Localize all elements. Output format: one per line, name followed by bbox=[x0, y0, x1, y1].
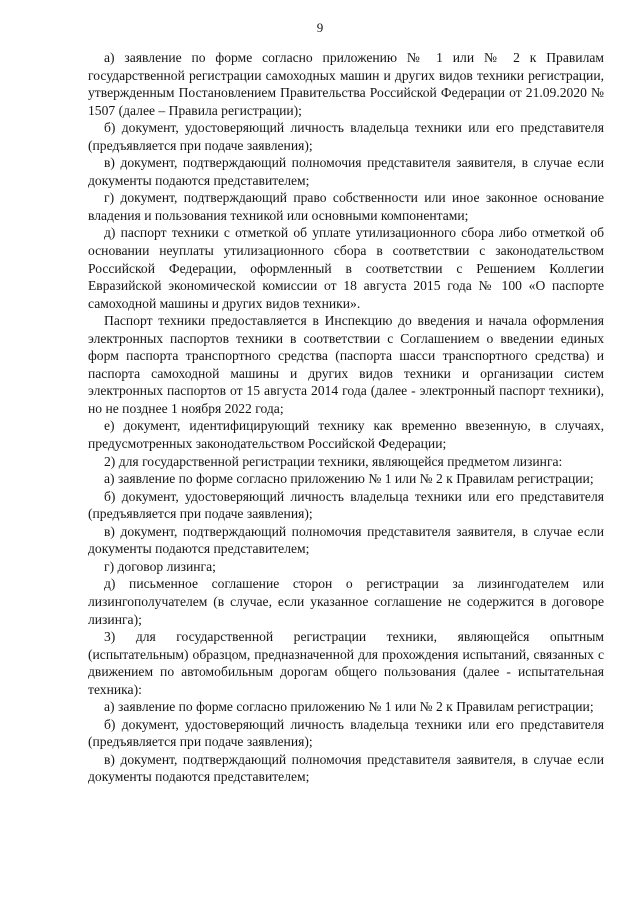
paragraph-2a-application-form: а) заявление по форме согласно приложению № 1 или № 2 к Правилам регистрации; bbox=[104, 471, 594, 487]
paragraph-1g-ownership-document: г) документ, подтверждающий право собственности или иное законное основание владения и пользования техникой или основными компонентами; bbox=[88, 190, 604, 223]
paragraph-2d-parties-agreement: д) письменное соглашение сторон о регистрации за лизингодателем или лизингополучателем (в случае, если указанное соглашение не содержится в договоре лизинга); bbox=[88, 576, 604, 627]
paragraph-2-leasing-registration: 2) для государственной регистрации техники, являющейся предметом лизинга: bbox=[104, 453, 563, 469]
page-number: 9 bbox=[316, 20, 324, 35]
paragraph-1e-temporary-import-document: е) документ, идентифицирующий технику как временно ввезенную, в случаях, предусмотренных законодательством Российской Федерации; bbox=[88, 418, 604, 452]
paragraph-1d-machine-passport: д) паспорт техники с отметкой об уплате утилизационного сбора либо отметкой об основании неуплаты утилизационного сбора в соответствии с законодательством Российской Федерации, оформленный в соответствии с Решением Коллегии Евразийской экономической комиссии от 18 августа 2015 года № 100 «О паспорте самоходной машины и других видов техники». bbox=[88, 225, 604, 311]
paragraph-2g-leasing-contract: г) договор лизинга; bbox=[104, 558, 216, 574]
paragraph-1v-authority-document: в) документ, подтверждающий полномочия представителя заявителя, в случае если документы подаются представителем; bbox=[88, 155, 604, 188]
paragraph-3-test-machinery-registration: 3) для государственной регистрации техники, являющейся опытным (испытательным) образцом, предназначенной для прохождения испытаний, связанных с движением по автомобильным дорогам общего пользования (далее - испытательная техника): bbox=[88, 629, 604, 697]
document-body bbox=[88, 49, 604, 786]
paragraph-1a-application-form: а) заявление по форме согласно приложению № 1 или № 2 к Правилам государственной регистрации самоходных машин и других видов техники регистрации, утвержденным Постановлением Правительства Российской Федерации от 21.09.2020 № 1507 (далее – Правила регистрации); bbox=[88, 50, 604, 118]
paragraph-3v-authority-document: в) документ, подтверждающий полномочия представителя заявителя, в случае если документы подаются представителем; bbox=[88, 751, 604, 785]
paragraph-2b-identity-document: б) документ, удостоверяющий личность владельца техники или его представителя (предъявляется при подаче заявления); bbox=[88, 488, 604, 522]
paragraph-2v-authority-document: в) документ, подтверждающий полномочия представителя заявителя, в случае если документы подаются представителем; bbox=[88, 523, 604, 557]
paragraph-1b-identity-document: б) документ, удостоверяющий личность владельца техники или его представителя (предъявляется при подаче заявления); bbox=[88, 120, 604, 153]
paragraph-3b-identity-document: б) документ, удостоверяющий личность владельца техники или его представителя (предъявляется при подаче заявления); bbox=[88, 716, 604, 750]
paragraph-3a-application-form: а) заявление по форме согласно приложению № 1 или № 2 к Правилам регистрации; bbox=[104, 699, 594, 715]
paragraph-passport-submission-note: Паспорт техники предоставляется в Инспекцию до введения и начала оформления электронных паспортов техники в соответствии с Соглашением о введении единых форм паспорта транспортного средства (паспорта шасси транспортного средства) и паспорта самоходной машины и других видов техники и организации систем электронных паспортов от 15 августа 2014 года (далее - электронный паспорт техники), но не позднее 1 ноября 2022 года; bbox=[88, 313, 604, 416]
